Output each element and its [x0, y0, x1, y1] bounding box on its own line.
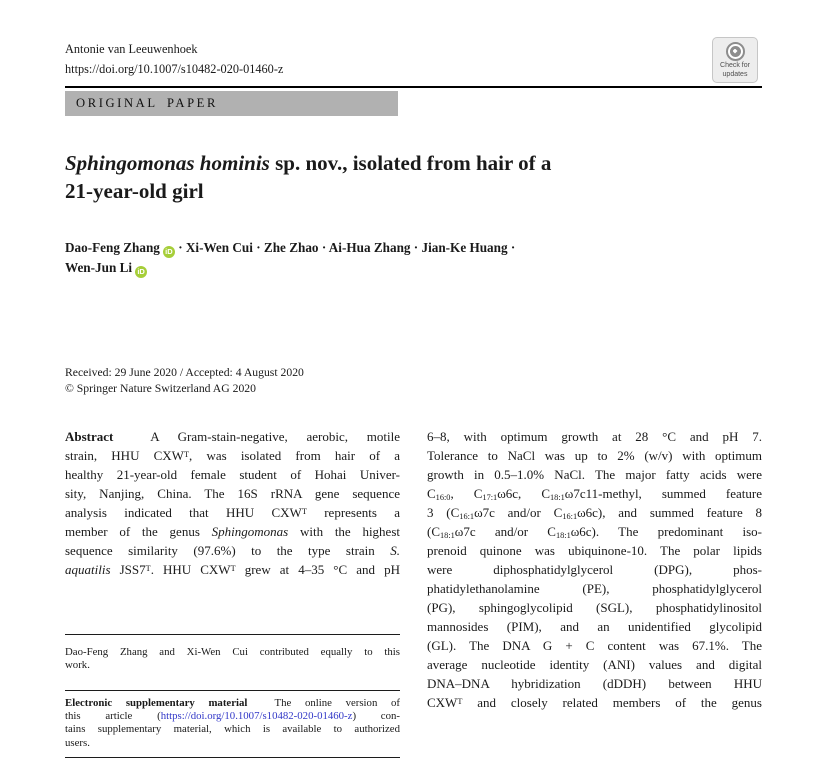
- check-updates-label-line2: updates: [722, 70, 748, 78]
- copyright-text: © Springer Nature Switzerland AG 2020: [65, 381, 256, 395]
- text-line: Abstract A Gram-stain-negative, aerobic, motile: [65, 429, 400, 444]
- text-line: healthy 21-year-old female student of Hohai Univer-: [65, 467, 400, 482]
- text-line: member of the genus Sphingomonas with the highest: [65, 524, 400, 539]
- text-line: Electronic supplementary material The online version of: [65, 697, 400, 709]
- orcid-icon[interactable]: iD: [163, 246, 175, 258]
- text-line: average nucleotide identity (ANI) values and digital: [427, 657, 762, 672]
- text-line: tains supplementary material, which is available to authorized: [65, 723, 400, 736]
- text-line: $CXW^T$ and closely related members of the genus: [427, 695, 762, 710]
- text-line: this article (https://doi.org/10.1007/s10482-020-01460-z) con-: [65, 710, 400, 723]
- text-line: strain, HHU $CXW^T$, was isolated from hair of a: [65, 448, 400, 463]
- journal-header: [65, 39, 283, 79]
- text-line: phatidylethanolamine (PE), phosphatidylglycerol: [427, 581, 762, 596]
- abstract-left-column: [65, 427, 400, 579]
- text-line: Sphingomonas hominis sp. nov., isolated from hair of a: [65, 151, 552, 175]
- text-line: ($C_{18:1}\omega 7c$ and/or $C_{18:1}\omega 6c$). The predominant iso-: [427, 524, 762, 541]
- crossmark-icon: [726, 42, 745, 61]
- abstract-right-column: [427, 427, 762, 712]
- check-updates-label-line1: Check for: [720, 61, 750, 69]
- footnote-rule-bottom: [65, 757, 400, 758]
- text-line: $C_{16:0}$, $C_{17:1}\omega 6c$, $C_{18:1}\omega 7c11$-methyl, summed feature: [427, 486, 762, 503]
- header-rule: [65, 86, 762, 88]
- text-line: were diphosphatidylglycerol (DPG), phos-: [427, 562, 762, 577]
- text-line: 21-year-old girl: [65, 178, 204, 203]
- equal-contribution-note: [65, 646, 400, 672]
- text-line: analysis indicated that HHU $CXW^T$ represents a: [65, 505, 400, 520]
- text-line: Dao-Feng Zhang and Xi-Wen Cui contributed equally to this: [65, 646, 400, 658]
- text-line: Tolerance to NaCl was up to 2% (w/v) with optimum: [427, 448, 762, 463]
- text-line: growth in 0.5–1.0% NaCl. The major fatty acids were: [427, 467, 762, 482]
- text-line: Dao-Feng Zhang iD · Xi-Wen Cui · Zhe Zhao · Ai-Hua Zhang · Jian-Ke Huang ·: [65, 240, 516, 256]
- doi-text: https://doi.org/10.1007/s10482-020-01460-z: [65, 62, 284, 76]
- text-line: Wen-Jun Li iD: [65, 258, 755, 278]
- check-updates-button[interactable]: [712, 37, 758, 83]
- text-line: aquatilis $JSS7^T$. HHU $CXW^T$ grew at 4–35 °C and pH: [65, 562, 400, 577]
- orcid-icon[interactable]: iD: [135, 266, 147, 278]
- text-line: prenoid quinone was ubiquinone-10. The polar lipids: [427, 543, 762, 558]
- received-accepted-text: Received: 29 June 2020 / Accepted: 4 August 2020: [65, 366, 304, 379]
- footnote-rule-top: [65, 634, 400, 635]
- doi-link[interactable]: https://doi.org/10.1007/s10482-020-01460-z: [160, 710, 353, 723]
- page-title: [65, 150, 745, 205]
- footnote-rule-middle: [65, 690, 400, 691]
- text-line: users.: [65, 736, 90, 749]
- esm-note: [65, 697, 400, 750]
- text-line: mannosides (PIM), and an unidentified glycolipid: [427, 619, 762, 634]
- text-line: work.: [65, 659, 90, 672]
- author-list: [65, 238, 755, 278]
- text-line: sequence similarity (97.6%) to the type strain S.: [65, 543, 400, 558]
- text-line: DNA–DNA hybridization (dDDH) between HHU: [427, 676, 762, 691]
- text-line: 6–8, with optimum growth at 28 °C and pH 7.: [427, 429, 762, 444]
- text-line: sity, Nanjing, China. The 16S rRNA gene sequence: [65, 486, 400, 501]
- article-type-banner: ORIGINAL PAPER: [65, 91, 398, 116]
- text-line: (PG), sphingoglycolipid (SGL), phosphatidylinositol: [427, 600, 762, 615]
- text-line: (GL). The DNA G + C content was 67.1%. The: [427, 638, 762, 653]
- journal-name: Antonie van Leeuwenhoek: [65, 42, 198, 56]
- kite-glyph: [733, 49, 738, 54]
- dates-block: [65, 365, 304, 396]
- text-line: 3 ($C_{16:1}\omega 7c$ and/or $C_{16:1}\omega 6c$), and summed feature 8: [427, 505, 762, 522]
